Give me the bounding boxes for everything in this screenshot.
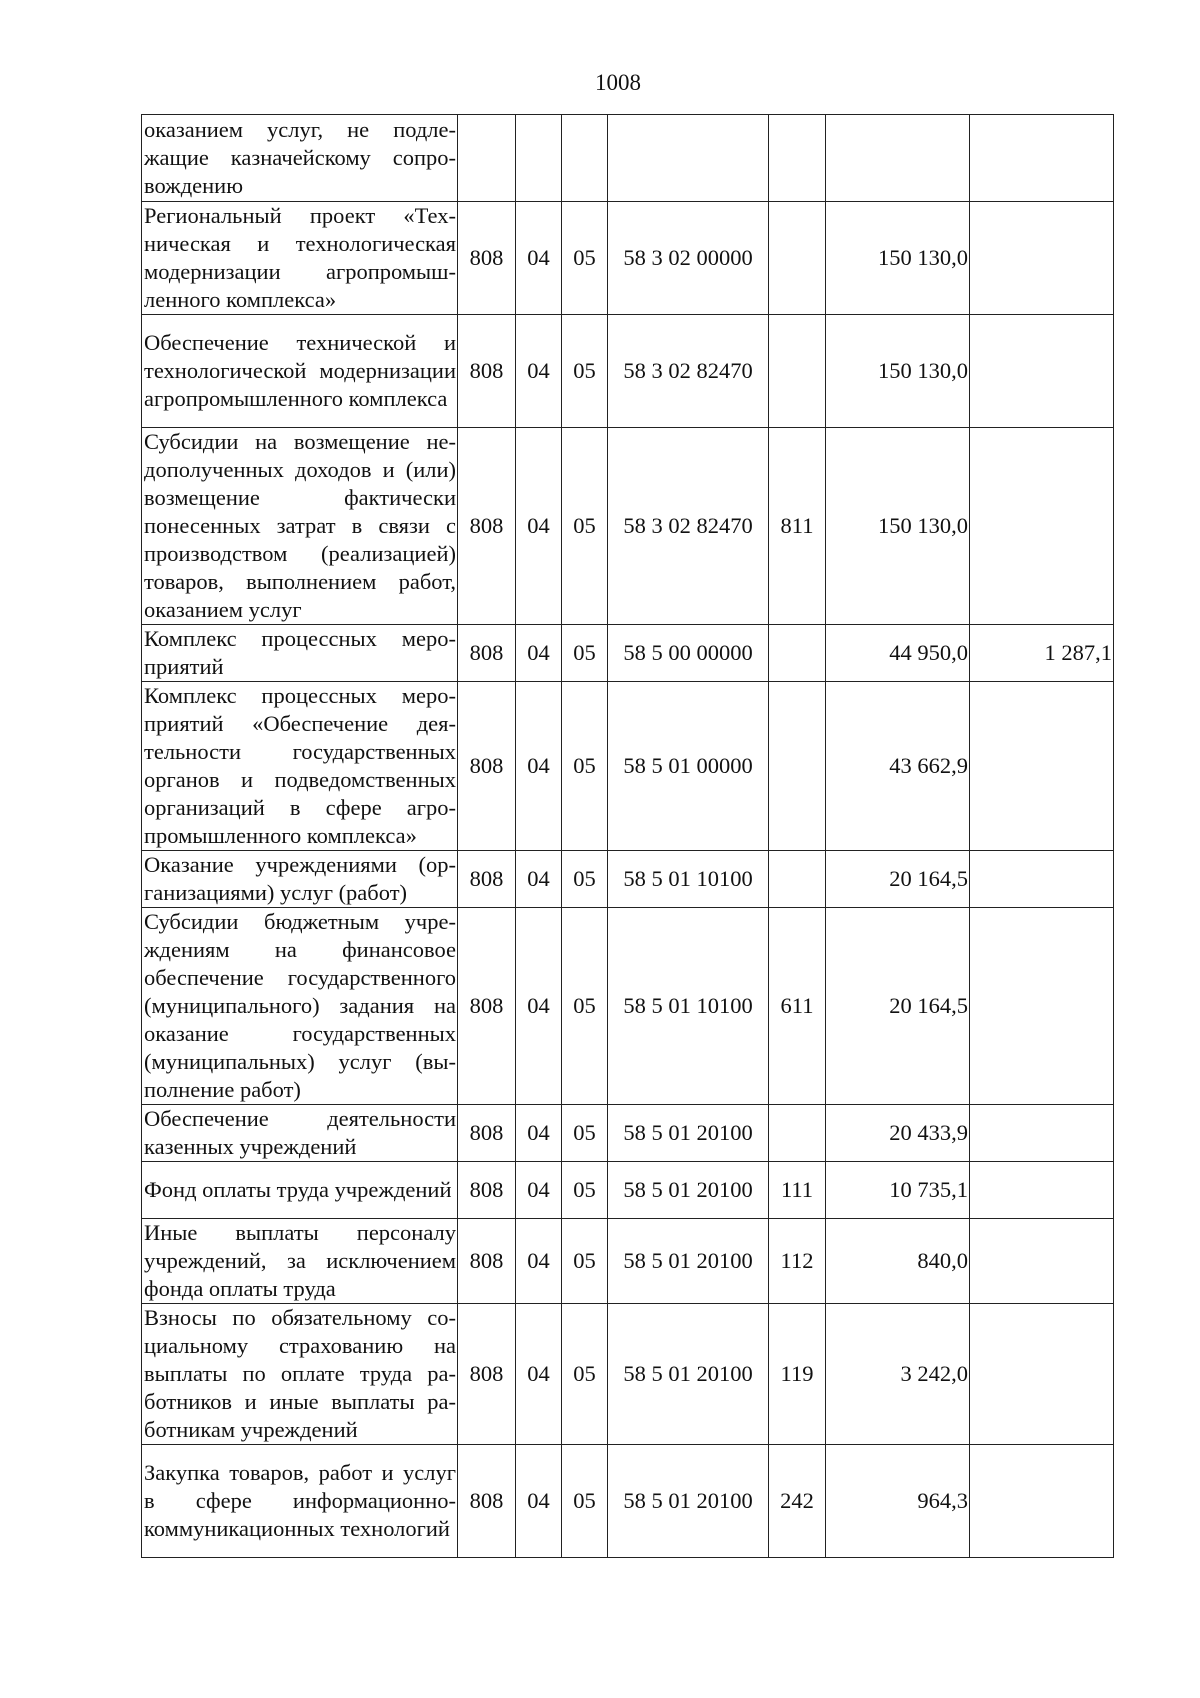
- row-description: Оказание учреждениями (организациями) услуг (работ): [142, 851, 458, 908]
- row-description: Обеспечение технической и технологической модернизации агропромышленного комплекса: [142, 315, 458, 428]
- table-row: [142, 1162, 1114, 1219]
- row-subsection-code: 05: [562, 851, 608, 908]
- row-amount: 20 164,5: [826, 851, 970, 908]
- row-target-article: 58 5 01 00000: [608, 682, 769, 851]
- row-expense-type: [769, 202, 826, 315]
- row-amount: 44 950,0: [826, 625, 970, 682]
- row-ministry-code: 808: [458, 908, 516, 1105]
- row-description: оказанием услуг, не подлежащие казначейскому сопровождению: [142, 115, 458, 202]
- table-row: [142, 1445, 1114, 1558]
- row-target-article: 58 3 02 00000: [608, 202, 769, 315]
- row-amount-extra: [970, 1162, 1114, 1219]
- row-subsection-code: [562, 115, 608, 202]
- row-target-article: 58 5 01 10100: [608, 908, 769, 1105]
- row-amount: 20 164,5: [826, 908, 970, 1105]
- row-expense-type: [769, 115, 826, 202]
- row-subsection-code: 05: [562, 202, 608, 315]
- row-target-article: [608, 115, 769, 202]
- row-ministry-code: 808: [458, 315, 516, 428]
- row-ministry-code: [458, 115, 516, 202]
- row-description: Региональный проект «Техническая и технологическая модернизации агропромышленного комплекса»: [142, 202, 458, 315]
- row-section-code: 04: [516, 1304, 562, 1445]
- row-amount-extra: [970, 1445, 1114, 1558]
- row-expense-type: 242: [769, 1445, 826, 1558]
- row-ministry-code: 808: [458, 1219, 516, 1304]
- row-ministry-code: 808: [458, 1304, 516, 1445]
- row-target-article: 58 5 00 00000: [608, 625, 769, 682]
- row-target-article: 58 5 01 20100: [608, 1304, 769, 1445]
- row-target-article: 58 3 02 82470: [608, 428, 769, 625]
- row-amount-extra: [970, 428, 1114, 625]
- row-amount: 840,0: [826, 1219, 970, 1304]
- row-subsection-code: 05: [562, 625, 608, 682]
- table-row: [142, 851, 1114, 908]
- row-target-article: 58 5 01 20100: [608, 1162, 769, 1219]
- row-section-code: 04: [516, 315, 562, 428]
- row-expense-type: [769, 851, 826, 908]
- row-target-article: 58 5 01 20100: [608, 1445, 769, 1558]
- row-amount: 150 130,0: [826, 315, 970, 428]
- table-row: [142, 115, 1114, 202]
- row-section-code: 04: [516, 1105, 562, 1162]
- budget-table: [141, 114, 1114, 1558]
- row-amount: 150 130,0: [826, 202, 970, 315]
- budget-table-body: [142, 115, 1114, 1558]
- table-row: [142, 315, 1114, 428]
- row-amount-extra: [970, 908, 1114, 1105]
- row-section-code: 04: [516, 851, 562, 908]
- table-row: [142, 625, 1114, 682]
- row-expense-type: [769, 315, 826, 428]
- row-amount: 3 242,0: [826, 1304, 970, 1445]
- table-row: [142, 908, 1114, 1105]
- row-description: Обеспечение деятельности казенных учреждений: [142, 1105, 458, 1162]
- row-section-code: [516, 115, 562, 202]
- row-amount-extra: [970, 202, 1114, 315]
- row-section-code: 04: [516, 682, 562, 851]
- row-section-code: 04: [516, 625, 562, 682]
- row-amount-extra: [970, 1219, 1114, 1304]
- row-description: Субсидии на возмещение недополученных доходов и (или) возмещение фактически понесенных затрат в связи с производством (реализацией) товаров, выполнением работ, оказанием услуг: [142, 428, 458, 625]
- row-subsection-code: 05: [562, 428, 608, 625]
- row-amount: 20 433,9: [826, 1105, 970, 1162]
- row-amount: 150 130,0: [826, 428, 970, 625]
- row-description: Иные выплаты персоналу учреждений, за исключением фонда оплаты труда: [142, 1219, 458, 1304]
- row-description: Фонд оплаты труда учреждений: [142, 1162, 458, 1219]
- row-subsection-code: 05: [562, 1219, 608, 1304]
- row-ministry-code: 808: [458, 428, 516, 625]
- row-amount-extra: 1 287,1: [970, 625, 1114, 682]
- row-ministry-code: 808: [458, 851, 516, 908]
- row-amount: [826, 115, 970, 202]
- row-section-code: 04: [516, 1162, 562, 1219]
- row-ministry-code: 808: [458, 682, 516, 851]
- row-section-code: 04: [516, 1445, 562, 1558]
- row-subsection-code: 05: [562, 315, 608, 428]
- row-ministry-code: 808: [458, 1445, 516, 1558]
- row-amount-extra: [970, 315, 1114, 428]
- row-expense-type: 119: [769, 1304, 826, 1445]
- row-description: Субсидии бюджетным учреждениям на финансовое обеспечение государственного (муниципального) задания на оказание государственных (муниципальных) услуг (выполнение работ): [142, 908, 458, 1105]
- table-row: [142, 428, 1114, 625]
- row-amount-extra: [970, 1105, 1114, 1162]
- row-amount-extra: [970, 1304, 1114, 1445]
- row-section-code: 04: [516, 908, 562, 1105]
- row-amount-extra: [970, 682, 1114, 851]
- row-target-article: 58 5 01 20100: [608, 1219, 769, 1304]
- row-expense-type: [769, 625, 826, 682]
- row-expense-type: 112: [769, 1219, 826, 1304]
- table-row: [142, 1105, 1114, 1162]
- row-ministry-code: 808: [458, 202, 516, 315]
- table-row: [142, 202, 1114, 315]
- row-amount: 10 735,1: [826, 1162, 970, 1219]
- row-ministry-code: 808: [458, 1162, 516, 1219]
- row-target-article: 58 3 02 82470: [608, 315, 769, 428]
- row-amount: 43 662,9: [826, 682, 970, 851]
- row-subsection-code: 05: [562, 682, 608, 851]
- row-expense-type: 111: [769, 1162, 826, 1219]
- row-description: Закупка товаров, работ и услуг в сфере информационно-коммуникационных технологий: [142, 1445, 458, 1558]
- row-section-code: 04: [516, 428, 562, 625]
- row-amount-extra: [970, 851, 1114, 908]
- row-amount: 964,3: [826, 1445, 970, 1558]
- row-description: Взносы по обязательному социальному страхованию на выплаты по оплате труда работников и иные выплаты работникам учреждений: [142, 1304, 458, 1445]
- row-subsection-code: 05: [562, 1162, 608, 1219]
- row-target-article: 58 5 01 10100: [608, 851, 769, 908]
- row-subsection-code: 05: [562, 1304, 608, 1445]
- row-expense-type: [769, 1105, 826, 1162]
- row-subsection-code: 05: [562, 1105, 608, 1162]
- row-subsection-code: 05: [562, 908, 608, 1105]
- table-row: [142, 1219, 1114, 1304]
- table-row: [142, 1304, 1114, 1445]
- row-section-code: 04: [516, 202, 562, 315]
- row-expense-type: [769, 682, 826, 851]
- row-ministry-code: 808: [458, 1105, 516, 1162]
- table-row: [142, 682, 1114, 851]
- page-number: 1008: [595, 70, 641, 95]
- row-expense-type: 611: [769, 908, 826, 1105]
- row-expense-type: 811: [769, 428, 826, 625]
- row-section-code: 04: [516, 1219, 562, 1304]
- row-ministry-code: 808: [458, 625, 516, 682]
- row-description: Комплекс процессных мероприятий: [142, 625, 458, 682]
- row-description: Комплекс процессных мероприятий «Обеспечение деятельности государственных органов и подведомственных организаций в сфере агропромышленного комплекса»: [142, 682, 458, 851]
- row-subsection-code: 05: [562, 1445, 608, 1558]
- row-amount-extra: [970, 115, 1114, 202]
- row-target-article: 58 5 01 20100: [608, 1105, 769, 1162]
